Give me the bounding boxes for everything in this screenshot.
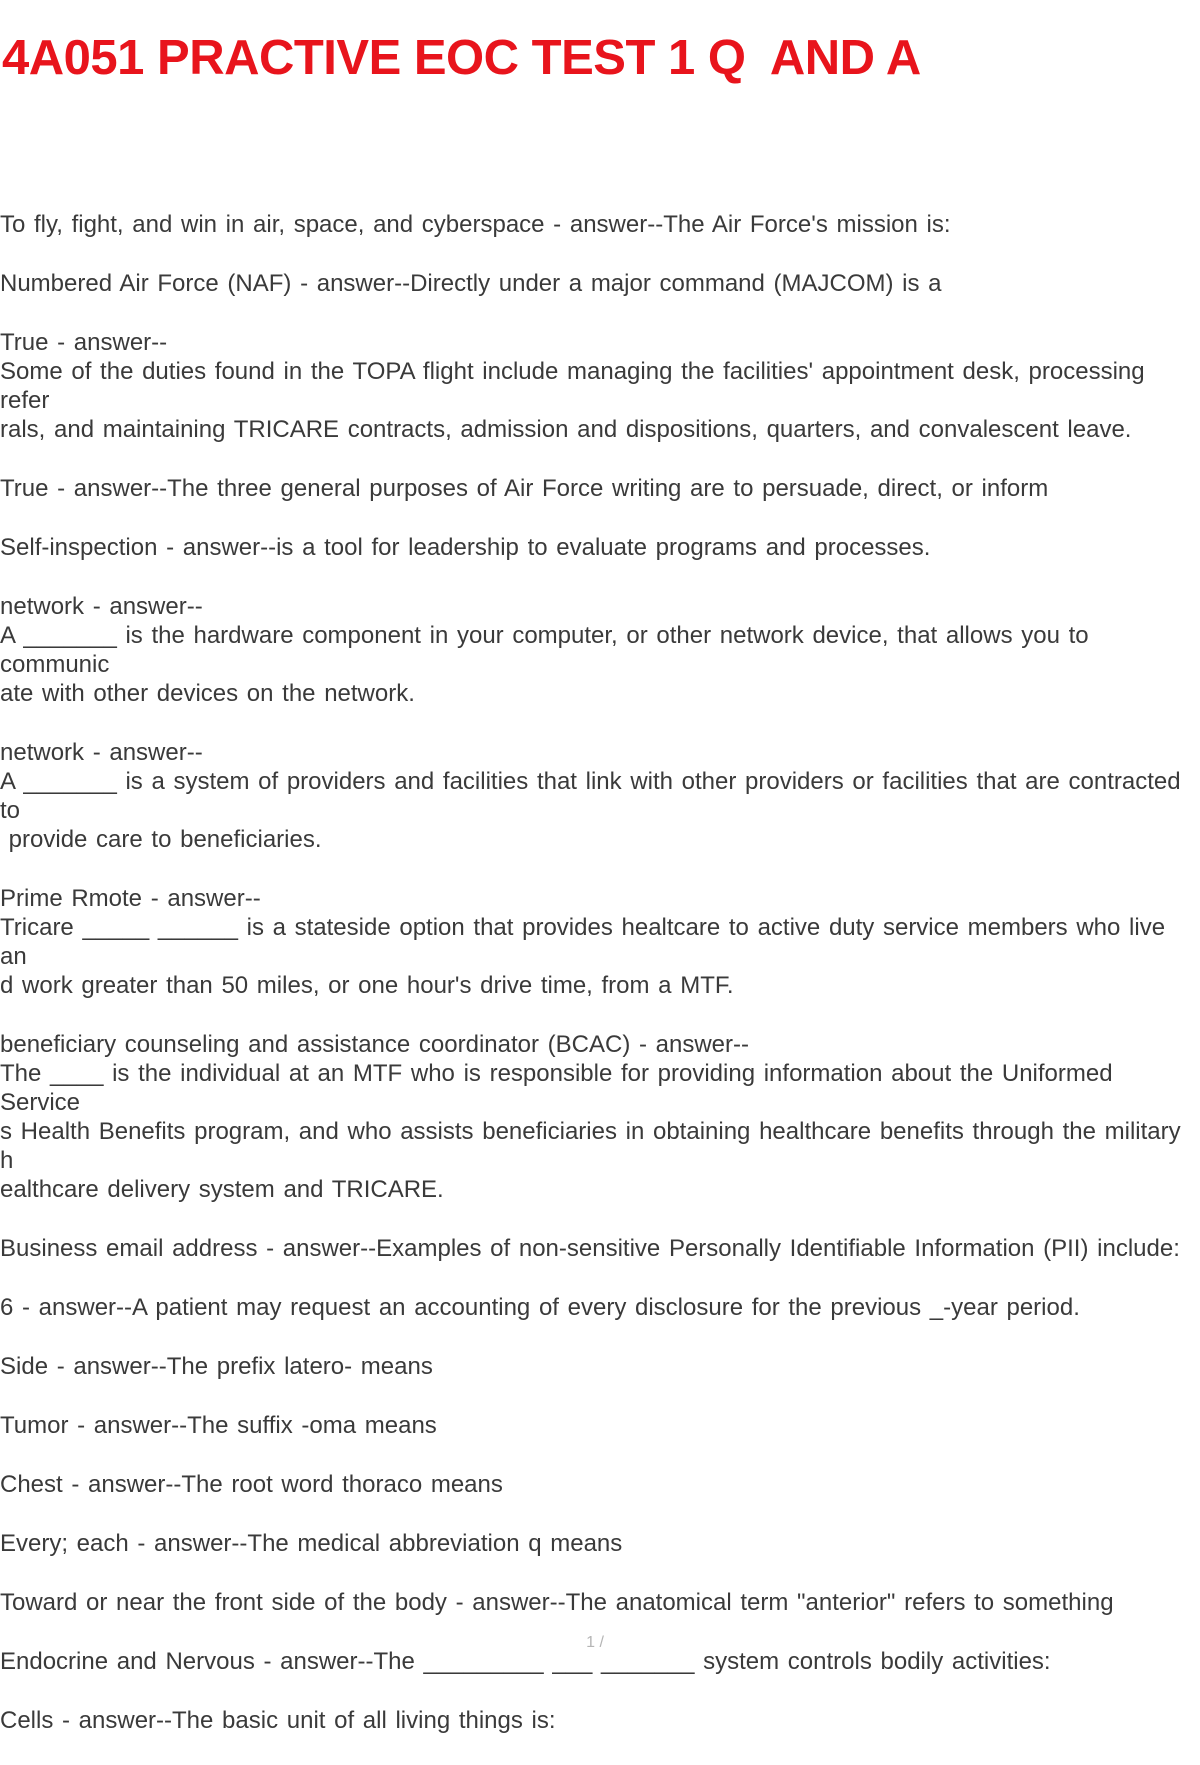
qa-line: Tumor - answer--The suffix -oma means <box>0 1412 437 1439</box>
qa-line: 6 - answer--A patient may request an accounting of every disclosure for the previous _-year period. <box>0 1294 1080 1321</box>
qa-line: Every; each - answer--The medical abbreviation q means <box>0 1530 623 1557</box>
qa-line: Toward or near the front side of the body - answer--The anatomical term "anterior" refers to something <box>0 1589 1114 1616</box>
qa-item <box>0 884 1200 1000</box>
qa-item <box>0 1293 1200 1322</box>
qa-list <box>0 210 1200 1765</box>
qa-line: s Health Benefits program, and who assists beneficiaries in obtaining healthcare benefits through the military h <box>0 1118 1190 1174</box>
qa-line: Prime Rmote - answer-- <box>0 885 261 912</box>
qa-item <box>0 592 1200 708</box>
qa-item <box>0 474 1200 503</box>
qa-line: network - answer-- <box>0 739 203 766</box>
qa-line: The ____ is the individual at an MTF who is responsible for providing information about the Uniformed Service <box>0 1060 1122 1116</box>
qa-line: ealthcare delivery system and TRICARE. <box>0 1176 444 1203</box>
qa-line: Side - answer--The prefix latero- means <box>0 1353 433 1380</box>
page-number: 1 / <box>586 1634 604 1651</box>
qa-item <box>0 1706 1200 1735</box>
qa-line: provide care to beneficiaries. <box>0 826 322 853</box>
qa-line: Endocrine and Nervous - answer--The _________ ___ _______ system controls bodily activities: <box>0 1648 1051 1675</box>
qa-line: ate with other devices on the network. <box>0 680 415 707</box>
qa-line: To fly, fight, and win in air, space, and cyberspace - answer--The Air Force's mission is: <box>0 211 951 238</box>
qa-item <box>0 1529 1200 1558</box>
qa-line: A _______ is the hardware component in your computer, or other network device, that allows you to communic <box>0 622 1098 678</box>
qa-item <box>0 1411 1200 1440</box>
qa-line: d work greater than 50 miles, or one hour's drive time, from a MTF. <box>0 972 734 999</box>
qa-line: Chest - answer--The root word thoraco means <box>0 1471 503 1498</box>
qa-item <box>0 1352 1200 1381</box>
qa-item <box>0 1234 1200 1263</box>
qa-item <box>0 328 1200 444</box>
qa-line: Tricare _____ ______ is a stateside option that provides healtcare to active duty service members who live an <box>0 914 1174 970</box>
qa-item <box>0 738 1200 854</box>
qa-line: Some of the duties found in the TOPA flight include managing the facilities' appointment desk, processing refer <box>0 358 1154 414</box>
qa-line: True - answer-- <box>0 329 168 356</box>
qa-line: rals, and maintaining TRICARE contracts, admission and dispositions, quarters, and convalescent leave. <box>0 416 1132 443</box>
qa-item <box>0 1030 1200 1204</box>
qa-line: Business email address - answer--Examples of non-sensitive Personally Identifiable Information (PII) include: <box>0 1235 1180 1262</box>
qa-item <box>0 1470 1200 1499</box>
qa-line: Numbered Air Force (NAF) - answer--Directly under a major command (MAJCOM) is a <box>0 270 942 297</box>
document-title: 4A051 PRACTIVE EOC TEST 1 Q AND A <box>2 31 921 85</box>
qa-line: network - answer-- <box>0 593 203 620</box>
qa-item <box>0 1588 1200 1617</box>
qa-item <box>0 210 1200 239</box>
qa-item <box>0 533 1200 562</box>
qa-line: Self-inspection - answer--is a tool for leadership to evaluate programs and processes. <box>0 534 931 561</box>
qa-line: beneficiary counseling and assistance coordinator (BCAC) - answer-- <box>0 1031 749 1058</box>
qa-line: Cells - answer--The basic unit of all living things is: <box>0 1707 556 1734</box>
qa-item <box>0 269 1200 298</box>
qa-line: True - answer--The three general purposes of Air Force writing are to persuade, direct, or inform <box>0 475 1049 502</box>
qa-line: A _______ is a system of providers and facilities that link with other providers or facilities that are contracted to <box>0 768 1190 824</box>
